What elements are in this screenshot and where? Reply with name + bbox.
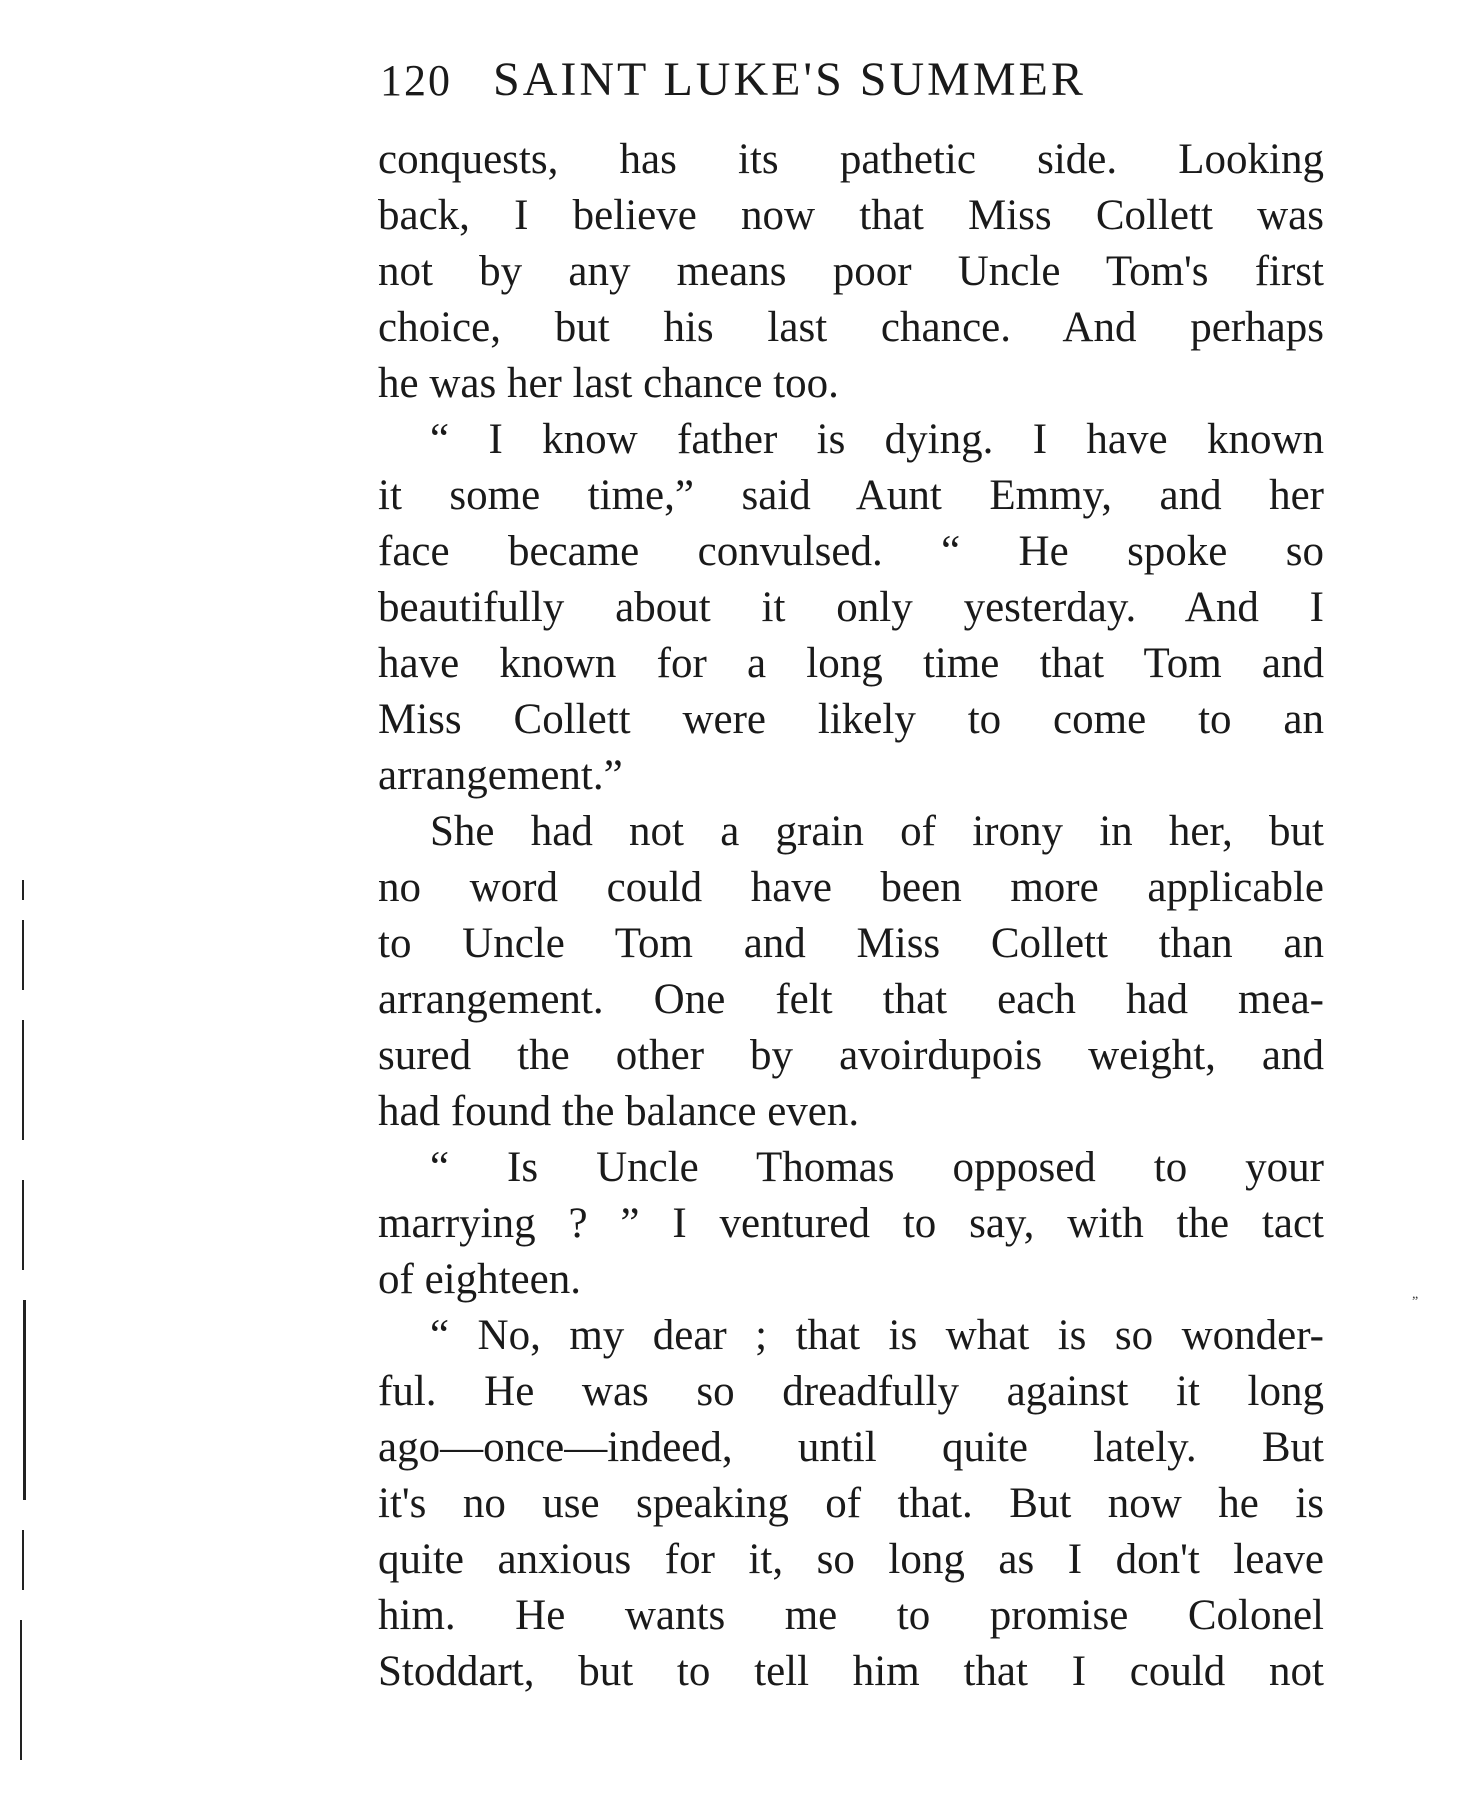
running-header xyxy=(380,48,1320,112)
text-line: it some time,” said Aunt Emmy, and her xyxy=(378,472,1324,519)
running-title: SAINT LUKE'S SUMMER xyxy=(493,53,1086,106)
text-line: ago—once—indeed, until quite lately. But xyxy=(378,1424,1324,1471)
text-line: “ Is Uncle Thomas opposed to your xyxy=(430,1144,1324,1191)
text-line: not by any means poor Uncle Tom's first xyxy=(378,248,1324,295)
text-line: sured the other by avoirdupois weight, and xyxy=(378,1032,1324,1079)
text-line: choice, but his last chance. And perhaps xyxy=(378,304,1324,351)
text-line: had found the balance even. xyxy=(378,1088,860,1135)
text-line: quite anxious for it, so long as I don't leave xyxy=(378,1536,1324,1583)
text-line: marrying ? ” I ventured to say, with the tact xyxy=(378,1200,1324,1247)
text-line: conquests, has its pathetic side. Looking xyxy=(378,136,1324,183)
text-line: it's no use speaking of that. But now he is xyxy=(378,1480,1324,1527)
text-line: She had not a grain of irony in her, but xyxy=(430,808,1324,855)
page-number: 120 xyxy=(380,56,452,105)
text-line: arrangement.” xyxy=(378,752,623,799)
text-line: he was her last chance too. xyxy=(378,360,839,407)
scan-edge-mark xyxy=(22,880,25,1760)
text-line: no word could have been more applicable xyxy=(378,864,1324,911)
text-line: face became convulsed. “ He spoke so xyxy=(378,528,1324,575)
text-line: Stoddart, but to tell him that I could not xyxy=(378,1648,1324,1695)
text-line: “ No, my dear ; that is what is so wonder- xyxy=(430,1312,1324,1359)
scan-speck: „ xyxy=(1412,1287,1419,1302)
text-line: have known for a long time that Tom and xyxy=(378,640,1324,687)
text-line: arrangement. One felt that each had mea- xyxy=(378,976,1324,1023)
text-line: beautifully about it only yesterday. And I xyxy=(378,584,1324,631)
text-line: him. He wants me to promise Colonel xyxy=(378,1592,1324,1639)
text-line: to Uncle Tom and Miss Collett than an xyxy=(378,920,1324,967)
text-line: back, I believe now that Miss Collett was xyxy=(378,192,1324,239)
body-text xyxy=(378,132,1324,1700)
text-line: of eighteen. xyxy=(378,1256,581,1303)
text-line: “ I know father is dying. I have known xyxy=(430,416,1324,463)
text-line: Miss Collett were likely to come to an xyxy=(378,696,1324,743)
text-line: ful. He was so dreadfully against it long xyxy=(378,1368,1324,1415)
